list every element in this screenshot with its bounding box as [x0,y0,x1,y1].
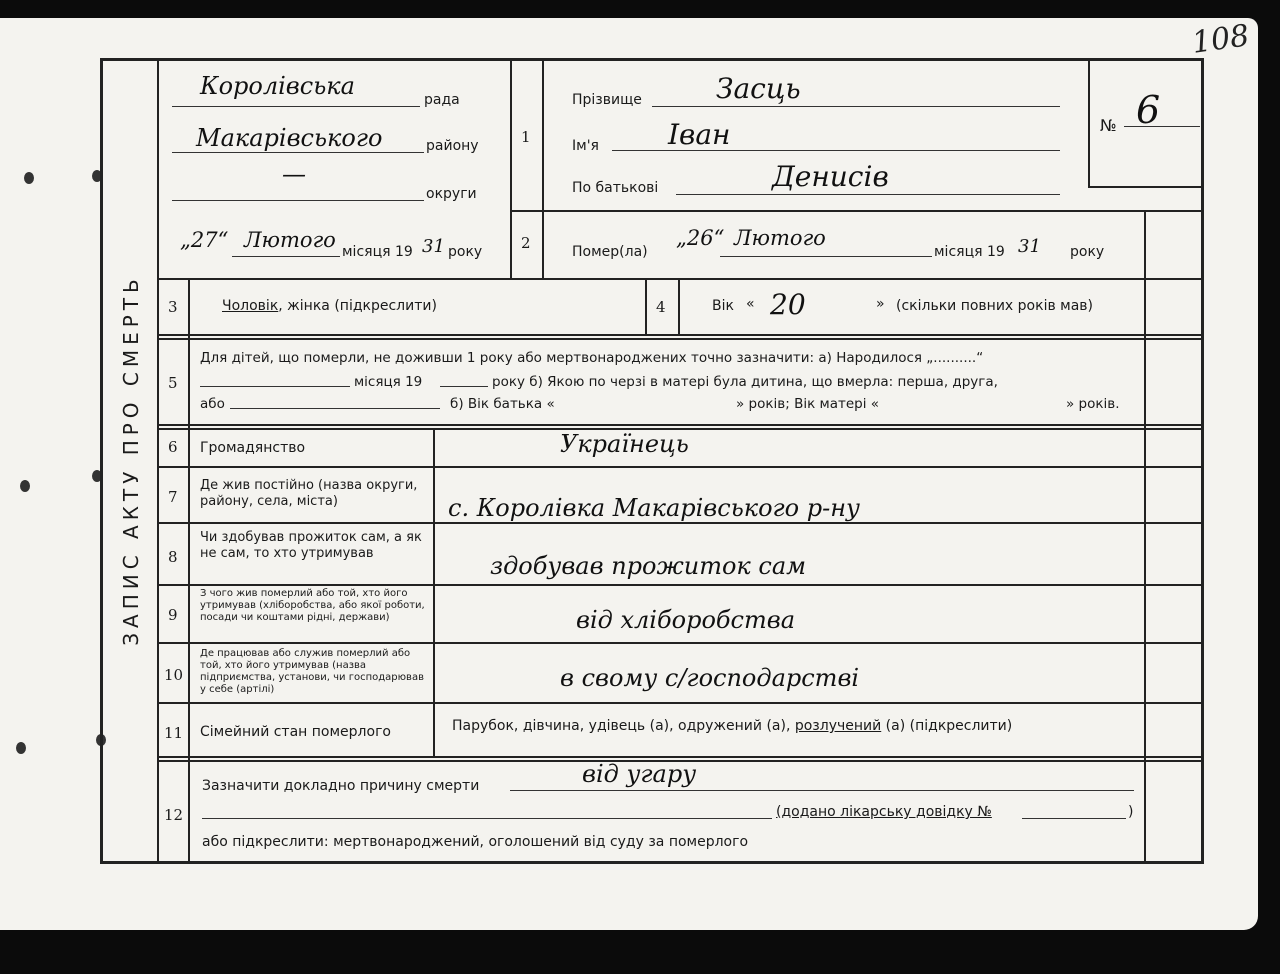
residence-value: с. Королівка Макарівського р-ну [448,494,860,522]
record-number-label: № [1100,116,1117,135]
died-day: „26“ [676,226,725,250]
record-number: 6 [1136,88,1161,132]
citizenship-value: Українець [560,430,689,458]
livelihood-value: здобував прожиток сам [490,552,807,580]
income-source-label: З чого жив померлий або той, хто його утримував (хліборобства, або якої роботи, посади чи коштами рідні, держави) [200,588,425,623]
binding-hole [24,172,34,184]
died-label: Помер(ла) [572,244,648,260]
died-year: 31 [1018,236,1041,257]
council-label: рада [424,92,460,108]
workplace-label: Де працював або служив померлий або той, хто його утримував (назва підприємства, установи, чи господарював у себе (артілі) [200,648,424,695]
form-frame [100,58,1204,864]
patronymic-value: Денисів [772,160,889,193]
children-line-3: б) Вік батька « [450,396,555,412]
cause-label: Зазначити докладно причину смерти [202,778,480,794]
children-line-2: року б) Якою по черзі в матері була дитина, що вмерла: перша, друга, [492,374,998,390]
age-value: 20 [770,288,806,321]
marital-options: Парубок, дівчина, удівець (а), одружений (а), розлучений (а) (підкреслити) [452,718,1013,734]
age-suffix: (скільки повних років мав) [896,298,1094,314]
patronymic-label: По батькові [572,180,659,196]
marital-label: Сімейний стан померлого [200,724,391,740]
cause-value: від угару [582,760,697,788]
surname-value: Засць [716,72,801,105]
district-label: району [426,138,479,154]
cause-footer: або підкреслити: мертвонароджений, оголошений від суду за померлого [202,834,749,850]
date-month: Лютого [244,228,336,252]
income-source-value: від хліборобства [576,606,796,634]
children-line-1: Для дітей, що померли, не доживши 1 року або мертвонароджених точно зазначити: а) Народилося „..........“ [200,350,984,366]
workplace-value: в свому с/господарстві [560,664,860,692]
name-value: Іван [668,118,731,151]
okrug-label: округи [426,186,477,202]
vertical-title: ЗАПИС АКТУ ПРО СМЕРТЬ [119,274,143,646]
page-number: 108 [1189,18,1252,61]
date-day: „27“ [180,228,229,252]
binding-hole [20,480,30,492]
district-value: Макарівського [196,124,383,152]
date-year-label: року [448,244,483,260]
council-value: Королівська [200,72,355,100]
date-month-label: місяця 19 [342,244,413,260]
livelihood-label: Чи здобував прожиток сам, а як не сам, то хто утримував [200,530,422,561]
binding-hole [16,742,26,754]
died-month-label: місяця 19 [934,244,1005,260]
medical-certificate: (додано лікарську довідку № [776,804,992,820]
residence-label: Де жив постійно (назва округи, району, села, міста) [200,478,418,509]
age-label: Вік [712,298,734,314]
sex-field: Чоловік, жінка (підкреслити) [222,298,437,314]
date-year: 31 [422,236,445,257]
name-label: Ім'я [572,138,599,154]
died-month: Лютого [734,226,826,250]
okrug-value: — [282,160,306,188]
citizenship-label: Громадянство [200,440,306,456]
surname-label: Прізвище [572,92,642,108]
died-year-label: року [1070,244,1105,260]
